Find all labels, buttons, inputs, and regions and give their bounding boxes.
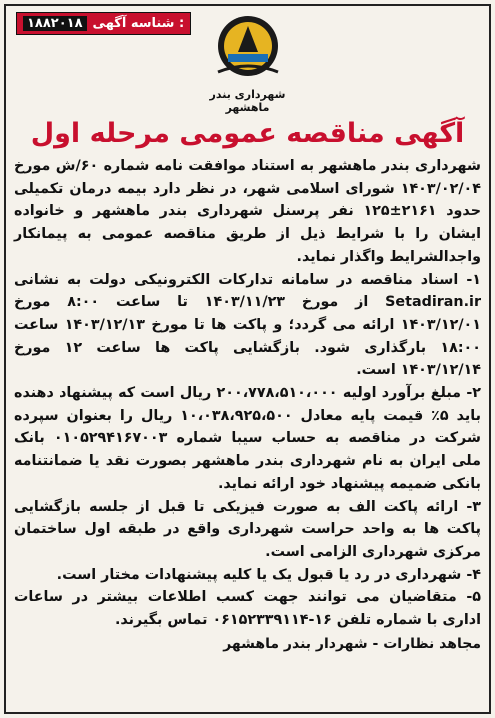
notice-title: آگهی مناقصه عمومی مرحله اول — [30, 118, 465, 149]
item-4: ۴- شهرداری در رد یا قبول یک یا کلیه پیشنهادات مختار است. — [56, 566, 481, 583]
intro-paragraph: شهرداری بندر ماهشهر به استناد موافقت نامه شماره ۶۰/ش مورخ ۱۴۰۳/۰۲/۰۴ شورای اسلامی شهر، در نظر دارد بیمه درمان تکمیلی حدود ۲۱۶۱±۱۲۵ نفر پرسنل شهرداری بندر ماهشهر و خانواده ایشان را با شرایط ذیل از طریق مناقصه عمومی به پیمانکار واجدالشرایط واگذار نماید. — [14, 158, 481, 265]
item-3: ۳- ارائه پاکت الف به صورت فیزیکی تا قبل از جلسه بازگشایی پاکت ها به واحد حراست شهرداری واقع در طبقه اول ساختمان مرکزی شهرداری الزامی است. — [14, 498, 481, 560]
notice-id-label: شناسه آگهی : — [92, 16, 185, 31]
emblem-icon — [202, 12, 294, 82]
item-2: ۲- مبلغ برآورد اولیه ۲۰۰،۷۷۸،۵۱۰،۰۰۰ ریال است که پیشنهاد دهنده باید ۵٪ قیمت پایه معادل ۱۰،۰۳۸،۹۲۵،۵۰۰ ریال را بعنوان سپرده شرکت در مناقصه به حساب سیبا شماره ۰۱۰۵۲۹۴۱۶۷۰۰۳ بانک ملی ایران به نام شهرداری بندر ماهشهر بصورت نقد یا ضمانتنامه بانکی ضمیمه پیشنهاد خود ارائه نماید. — [14, 385, 481, 492]
notice-body — [10, 155, 485, 632]
header — [10, 8, 485, 116]
signature: مجاهد نظارات - شهردار بندر ماهشهر — [223, 635, 481, 652]
notice-id-number: ۱۸۸۲۰۱۸ — [23, 16, 87, 31]
municipality-logo — [188, 12, 308, 114]
notice-id-badge — [16, 12, 191, 35]
item-5: ۵- متقاضیان می توانند جهت کسب اطلاعات بیشتر در ساعات اداری با شماره تلفن ۱۶-۰۶۱۵۲۳۳۹۱۱۴ تماس بگیرند. — [14, 589, 481, 629]
item-1: ۱- اسناد مناقصه در سامانه تدارکات الکترونیکی دولت به نشانی Setadiran.ir از مورخ ۱۴۰۳/۱۱/۲۳ تا ساعت ۸:۰۰ مورخ ۱۴۰۳/۱۲/۰۱ ارائه می گردد؛ و پاکت ها تا مورخ ۱۴۰۳/۱۲/۱۳ ساعت ۱۸:۰۰ بارگذاری شود. بازگشایی پاکت ها ساعت ۱۲ مورخ ۱۴۰۳/۱۲/۱۴ است. — [14, 271, 482, 379]
logo-caption: شهرداری بندر ماهشهر — [209, 88, 286, 114]
